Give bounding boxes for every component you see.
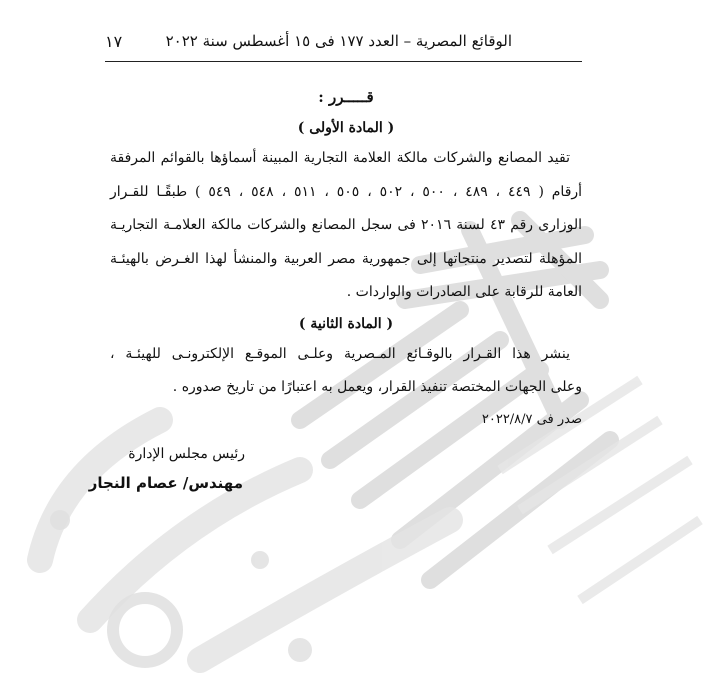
article-2-title: ( المادة الثانية ) — [298, 315, 394, 332]
page-number: ١٧ — [105, 32, 123, 51]
decision-title: قـــــرر : — [318, 88, 374, 106]
issue-date: صدر فى ٢٠٢٢/٨/٧ — [481, 412, 582, 427]
article-1-line: العامة للرقابة على الصادرات والواردات . — [346, 284, 582, 300]
article-1-title: ( المادة الأولى ) — [297, 120, 395, 136]
article-2-line: ينشر هذا القـرار بالوقـائع المـصرية وعلـى الموقـع الإلكترونـى للهيئـة ، — [110, 345, 570, 362]
article-1-line: المؤهلة لتصدير منتجاتها إلى جمهورية مصر العربية والمنشأ لهذا الغـرض بالهيئـة — [110, 250, 582, 267]
header-title: الوقائع المصرية – العدد ١٧٧ فى ١٥ أغسطس سنة ٢٠٢٢ — [165, 32, 512, 50]
signatory-role: رئيس مجلس الإدارة — [128, 446, 245, 462]
signatory-name: مهندس/ عصام النجار — [88, 474, 243, 492]
article-1-line: تقيد المصانع والشركات مالكة العلامة التجارية المبينة أسماؤها بالقوائم المرفقة — [110, 150, 570, 166]
article-1-line: أرقام ( ٤٤٩ ، ٤٨٩ ، ٥٠٠ ، ٥٠٢ ، ٥٠٥ ، ٥١١ ، ٥٤٨ ، ٥٤٩ ) طبقًـا للقـرار — [110, 183, 583, 200]
header-divider — [105, 61, 582, 62]
article-2-line: وعلى الجهات المختصة تنفيذ القرار، ويعمل به اعتبارًا من تاريخ صدوره . — [172, 379, 582, 395]
decision-body — [110, 80, 582, 405]
page-header — [105, 28, 582, 58]
article-1-line: الوزارى رقم ٤٣ لسنة ٢٠١٦ فى سجل المصانع والشركات مالكة العلامـة التجاريـة — [110, 217, 582, 233]
